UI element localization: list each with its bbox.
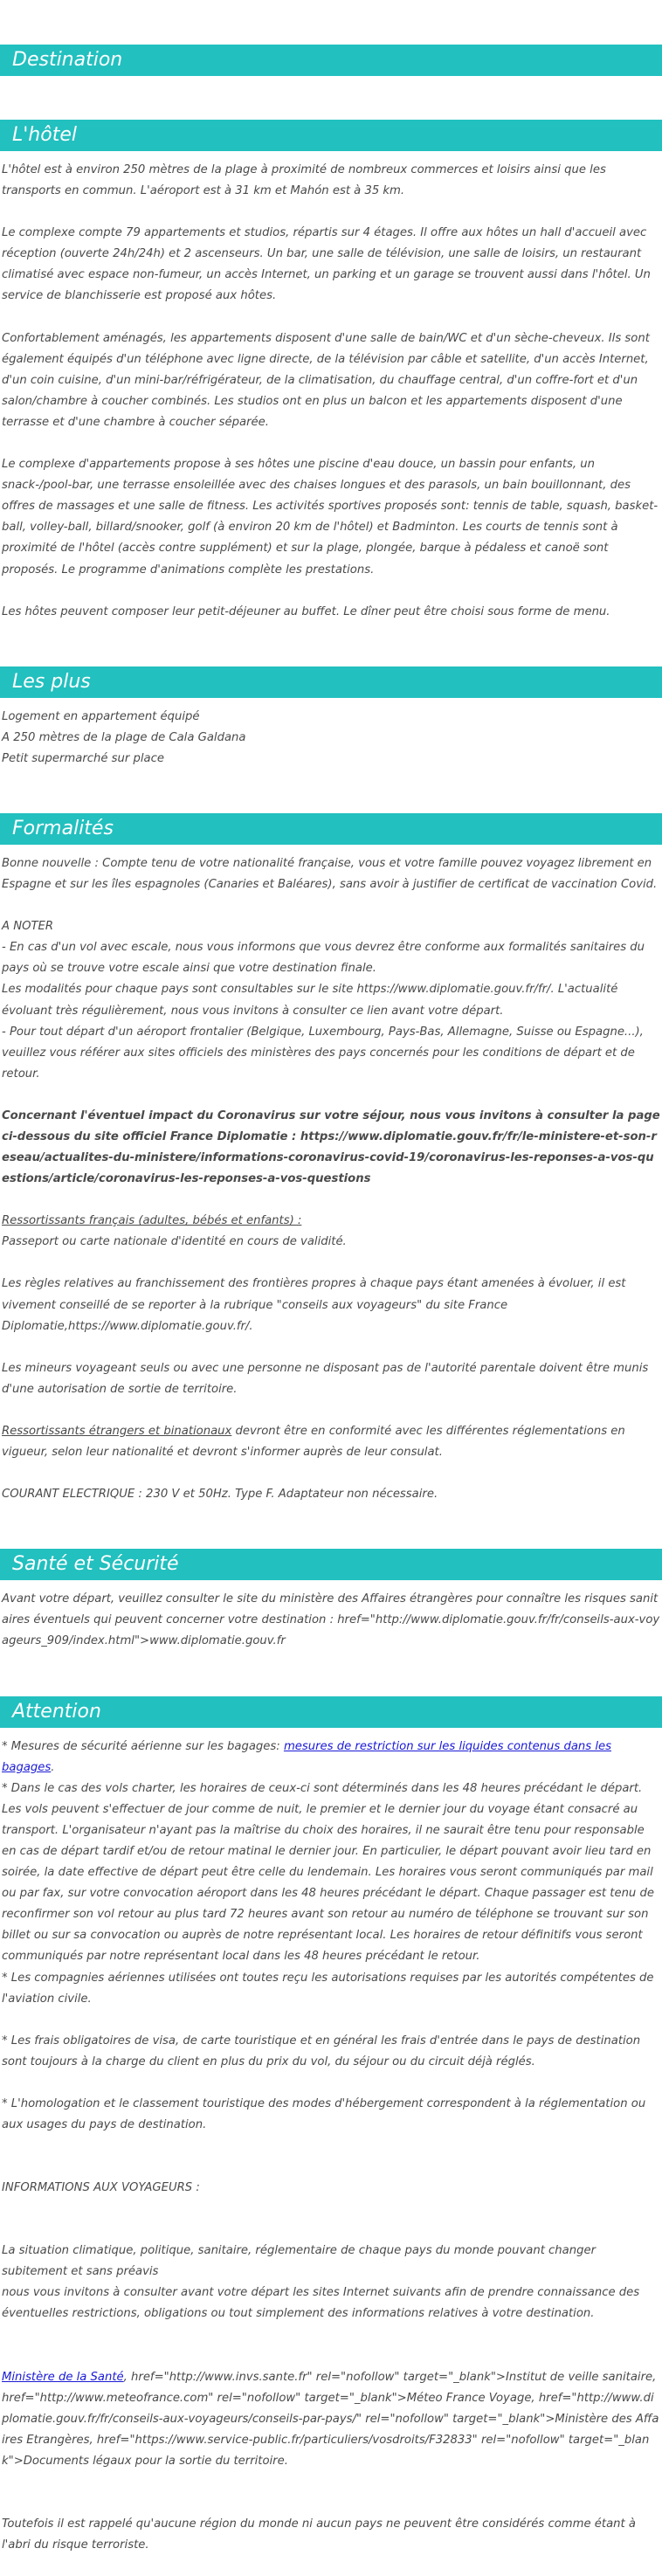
- attention-bagages-prefix: * Mesures de sécurité aérienne sur les bagages:: [2, 1739, 284, 1753]
- plus-item: Logement en appartement équipé: [2, 709, 200, 723]
- destination-heading: Destination: [0, 45, 662, 76]
- hotel-paragraph-complex: Le complexe compte 79 appartements et studios, répartis sur 4 étages. Il offre aux hôtes un hall d'accueil avec réception (ouverte 24h/24h) et 2 ascenseurs. Un bar, une salle de télévision, une salle de loisirs, un restaurant climatisé avec espace non-fumeur, un accès Internet, un parking et un garage se trouvent aussi dans l'hôtel. Un service de blanchisserie est proposé aux hôtes.: [2, 226, 651, 303]
- attention-airlines: * Les compagnies aériennes utilisées ont toutes reçu les autorisations requises par les autorités compétentes de l'aviation civile.: [2, 1971, 654, 2006]
- destination-section: [0, 45, 662, 76]
- plus-section: [0, 666, 662, 770]
- formalites-noter-escale: - En cas d'un vol avec escale, nous vous informons que vous devrez être conforme aux formalités sanitaires du pays où se trouve votre escale ainsi que votre destination finale.: [2, 941, 645, 976]
- formalites-covid-notice: Concernant l'éventuel impact du Coronavirus sur votre séjour, nous vous invitons à consulter la page ci-dessous du site officiel France Diplomatie : https://www.diplomatie.gouv.fr/fr/le-ministere-et-son-reseau/actualites-du-ministere/informations-coronavirus-covid-19/coronavirus-les-reponses-a-vos-questions/article/coronavirus-les-reponses-a-vos-questions: [2, 1108, 660, 1186]
- formalites-noter-frontalier: - Pour tout départ d'un aéroport frontalier (Belgique, Luxembourg, Pays-Bas, Allemagne, Suisse ou Espagne...), veuillez vous référer aux sites officiels des ministères des pays concernés pour les conditions de départ et de retour.: [2, 1025, 644, 1081]
- hotel-paragraph-activities: Le complexe d'appartements propose à ses hôtes une piscine d'eau douce, un bassin pour enfants, un snack-/pool-bar, une terrasse ensoleillée avec des chaises longues et des parasols, un bain bouillonnant, des offres de massages et une salle de fitness. Les activités sportives proposés sont: tennis de table, squash, basket-ball, volley-ball, billard/snooker, golf (à environ 20 km de l'hôtel) et Badminton. Les courts de tennis sont à proximité de l'hôtel (accès contre supplément) et sur la plage, plongée, barque à pédaless et canoë sont proposés. Le programme d'animations complète les prestations.: [2, 458, 659, 577]
- attention-homologation: * L'homologation et le classement touristique des modes d'hébergement correspondent à la réglementation ou aux usages du pays de destination.: [2, 2096, 646, 2131]
- attention-charter-flights: * Dans le cas des vols charter, les horaires de ceux-ci sont déterminés dans les 48 heures précédant le départ. Les vols peuvent s'effectuer de jour comme de nuit, le premier et le dernier jour du voyage étant consacré au transport. L'organisateur n'ayant pas la maîtrise du choix des horaires, il ne saurait être tenu pour responsable en cas de départ tardif et/ou de retour matinal le dernier jour. En particulier, le départ pouvant avoir lieu tard en soirée, la date effective de départ peut être celle du lendemain. Les horaires vous seront communiqués par mail ou par fax, sur votre convocation aéroport dans les 48 heures précédant le départ. Chaque passager est tenu de reconfirmer son vol retour au plus tard 72 heures avant son retour au numéro de téléphone se trouvant sur son billet ou sur sa convocation ou auprès de notre représentant local. Les horaires de retour définitifs vous seront communiqués par notre représentant local dans les 48 heures précédant le retour.: [2, 1781, 654, 1964]
- formalites-noter-title: A NOTER: [2, 920, 54, 934]
- formalites-foreigners-text: devront être en conformité avec les différentes réglementations en vigueur, selon leur nationalité et devront s'informer auprès de leur consulat.: [2, 1424, 625, 1460]
- plus-heading: Les plus: [0, 666, 662, 698]
- hotel-paragraph-apartments: Confortablement aménagés, les appartements disposent d'une salle de bain/WC et d'un sèche-cheveux. Ils sont également équipés d'un téléphone avec ligne directe, de la télévision par câble et satellite, d'un accès Internet, d'un coin cuisine, d'un mini-bar/réfrigérateur, de la climatisation, du chauffage central, d'un coffre-fort et d'un salon/chambre à coucher combinés. Les studios ont en plus un balcon et les appartements disposent d'une terrasse et d'une chambre à coucher séparée.: [2, 331, 650, 429]
- sante-heading: Santé et Sécurité: [0, 1549, 662, 1580]
- formalites-electric-current: COURANT ELECTRIQUE : 230 V et 50Hz. Type F. Adaptateur non nécessaire.: [2, 1488, 438, 1502]
- formalites-foreigners-title: Ressortissants étrangers et binationaux: [2, 1424, 232, 1438]
- formalites-heading: Formalités: [0, 813, 662, 845]
- formalites-noter-modalites: Les modalités pour chaque pays sont consultables sur le site https://www.diplomatie.gouv.fr/fr/. L'actualité évoluant très régulièrement, nous vous invitons à consulter ce lien avant votre départ.: [2, 983, 618, 1018]
- ministere-sante-link[interactable]: Ministère de la Santé: [2, 2370, 124, 2384]
- formalites-minors: Les mineurs voyageant seuls ou avec une personne ne disposant pas de l'autorité parentale doivent être munis d'une autorisation de sortie de territoire.: [2, 1361, 649, 1396]
- attention-visa-fees: * Les frais obligatoires de visa, de carte touristique et en général les frais d'entrée dans le pays de destination sont toujours à la charge du client en plus du prix du vol, du séjour ou du circuit déjà réglés.: [2, 2034, 641, 2068]
- attention-situation-line2: nous vous invitons à consulter avant votre départ les sites Internet suivants afin de prendre connaissance des éventuelles restrictions, obligations ou tout simplement des informations relatives à votre destination.: [2, 2286, 640, 2321]
- attention-bagages: [2, 1737, 660, 1778]
- attention-bagages-suffix: .: [51, 1760, 55, 1774]
- liquid-restrictions-link[interactable]: mesures de restriction sur les liquides contenus dans les bagages: [2, 1739, 611, 1774]
- sante-section: [0, 1549, 662, 1652]
- hotel-paragraph-meals: Les hôtes peuvent composer leur petit-déjeuner au buffet. Le dîner peut être choisi sous forme de menu.: [2, 604, 610, 618]
- sante-text: Avant votre départ, veuillez consulter le site du ministère des Affaires étrangères pour connaître les risques sanitaires éventuels qui peuvent concerner votre destination : href="http://www.diplomatie.gouv.fr/fr/conseils-aux-voyageurs_909/index.html">www.diplomatie.gouv.fr: [2, 1592, 660, 1648]
- attention-heading: Attention: [0, 1696, 662, 1728]
- formalites-french-nationals-title: Ressortissants français (adultes, bébés et enfants) :: [2, 1214, 302, 1228]
- formalites-border-rules: Les règles relatives au franchissement des frontières propres à chaque pays étant amenées à évoluer, il est vivement conseillé de se reporter à la rubrique "conseils aux voyageurs" du site France Diplomatie,https://www.diplomatie.gouv.fr/.: [2, 1277, 626, 1333]
- hotel-heading: L'hôtel: [0, 120, 662, 151]
- hotel-section: [0, 120, 662, 623]
- formalites-french-nationals-text: Passeport ou carte nationale d'identité en cours de validité.: [2, 1235, 347, 1249]
- attention-section: [0, 1696, 662, 2557]
- attention-situation-line1: La situation climatique, politique, sanitaire, réglementaire de chaque pays du monde pouvant changer subitement et sans préavis: [2, 2244, 596, 2279]
- attention-info-title: INFORMATIONS AUX VOYAGEURS :: [2, 2181, 200, 2195]
- attention-useful-links: [2, 2367, 660, 2472]
- attention-useful-links-text: , href="http://www.invs.sante.fr" rel="nofollow" target="_blank">Institut de veille sanitaire, href="http://www.meteofrance.com" rel="nofollow" target="_blank">Méteo France Voyage, href="http://www.diplomatie.gouv.fr/fr/conseils-aux-voyageurs/conseils-par-pays/" rel="nofollow" target="_blank">Ministère des Affaires Etrangères, href="https://www.service-public.fr/particuliers/vosdroits/F32833" rel="nofollow" target="_blank">Documents légaux pour la sortie du territoire.: [2, 2370, 659, 2468]
- plus-item: A 250 mètres de la plage de Cala Galdana: [2, 730, 246, 744]
- formalites-foreigners: [2, 1421, 660, 1463]
- attention-terrorism-risk: Toutefois il est rappelé qu'aucune région du monde ni aucun pays ne peuvent être considérés comme étant à l'abri du risque terroriste.: [2, 2517, 636, 2552]
- plus-item: Petit supermarché sur place: [2, 751, 164, 765]
- hotel-paragraph-location: L'hôtel est à environ 250 mètres de la plage à proximité de nombreux commerces et loisirs ainsi que les transports en commun. L'aéroport est à 31 km et Mahón est à 35 km.: [2, 163, 606, 198]
- formalites-good-news: Bonne nouvelle : Compte tenu de votre nationalité française, vous et votre famille pouvez voyagez librement en Espagne et sur les îles espagnoles (Canaries et Baléares), sans avoir à justifier de certificat de vaccination Covid.: [2, 856, 658, 892]
- formalites-section: [0, 813, 662, 1505]
